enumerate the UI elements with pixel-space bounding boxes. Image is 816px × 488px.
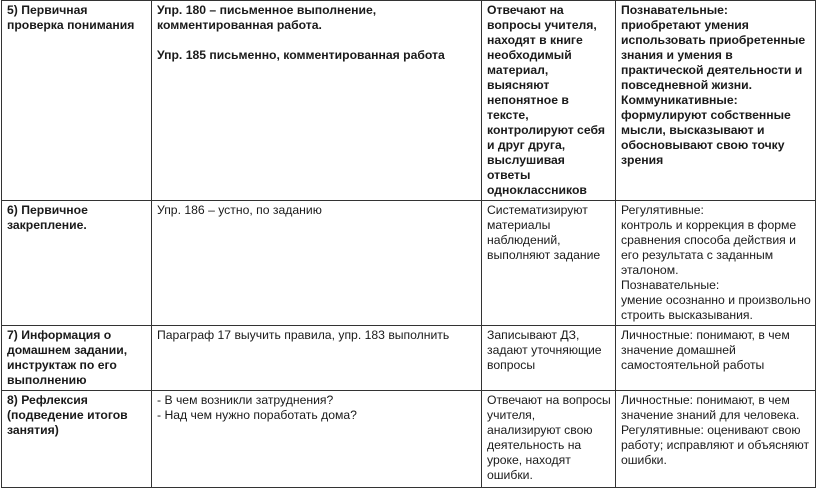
students-cell: Отвечают на вопросы учителя, находят в книге необходимый материал, выясняют непонятное в тексте, контролируют себя и друг друга, выслушивая ответы одноклассников — [482, 1, 616, 201]
content-cell — [152, 326, 482, 391]
uud-line: контроль и коррекция в форме сравнения способа действия и его результата с заданным эталоном. — [621, 218, 797, 277]
table-row — [2, 201, 816, 326]
uud-line: Личностные: понимают, в чем значение знаний для человека. — [621, 393, 800, 422]
uud-line: Познавательные: — [621, 278, 720, 292]
uud-line: Регулятивные: оценивают свою работу; исправляют и объясняют ошибки. — [621, 423, 810, 467]
content-cell — [152, 391, 482, 488]
uud-line: Познавательные: приобретают умения использовать приобретенные знания и умения в практической деятельности и повседневной жизни. — [621, 3, 806, 92]
uud-cell — [616, 1, 816, 201]
table-row — [2, 391, 816, 488]
content-gap — [157, 33, 477, 48]
content-line: Упр. 185 письменно, комментированная работа — [157, 48, 445, 62]
content-line: - Над чем нужно поработать дома? — [157, 408, 357, 422]
students-cell: Отвечают на вопросы учителя, анализируют свою деятельность на уроке, находят ошибки. — [482, 391, 616, 488]
content-line: Упр. 186 – устно, по заданию — [157, 203, 322, 217]
table-row — [2, 1, 816, 201]
stage-cell: 6) Первичное закрепление. — [2, 201, 152, 326]
lesson-plan-table — [1, 0, 816, 488]
uud-cell — [616, 201, 816, 326]
table-row — [2, 326, 816, 391]
uud-line: Коммуникативные: формулируют собственные мысли, высказывают и обосновывают свою точку зрения — [621, 93, 791, 167]
stage-cell: 7) Информация о домашнем задании, инструктаж по его выполнению — [2, 326, 152, 391]
students-cell: Систематизируют материалы наблюдений, выполняют задание — [482, 201, 616, 326]
uud-cell — [616, 326, 816, 391]
uud-cell — [616, 391, 816, 488]
content-cell — [152, 1, 482, 201]
uud-line: умение осознанно и произвольно строить высказывания. — [621, 293, 811, 322]
stage-cell: 8) Рефлексия (подведение итогов занятия) — [2, 391, 152, 488]
students-cell: Записывают ДЗ, задают уточняющие вопросы — [482, 326, 616, 391]
uud-line: Регулятивные: — [621, 203, 704, 217]
content-line: Параграф 17 выучить правила, упр. 183 выполнить — [157, 328, 450, 342]
uud-line: Личностные: понимают, в чем значение домашней самостоятельной работы — [621, 328, 790, 372]
content-line: - В чем возникли затруднения? — [157, 393, 334, 407]
content-line: Упр. 180 – письменное выполнение, комментированная работа. — [157, 3, 377, 32]
stage-cell: 5) Первичная проверка понимания — [2, 1, 152, 201]
content-cell — [152, 201, 482, 326]
